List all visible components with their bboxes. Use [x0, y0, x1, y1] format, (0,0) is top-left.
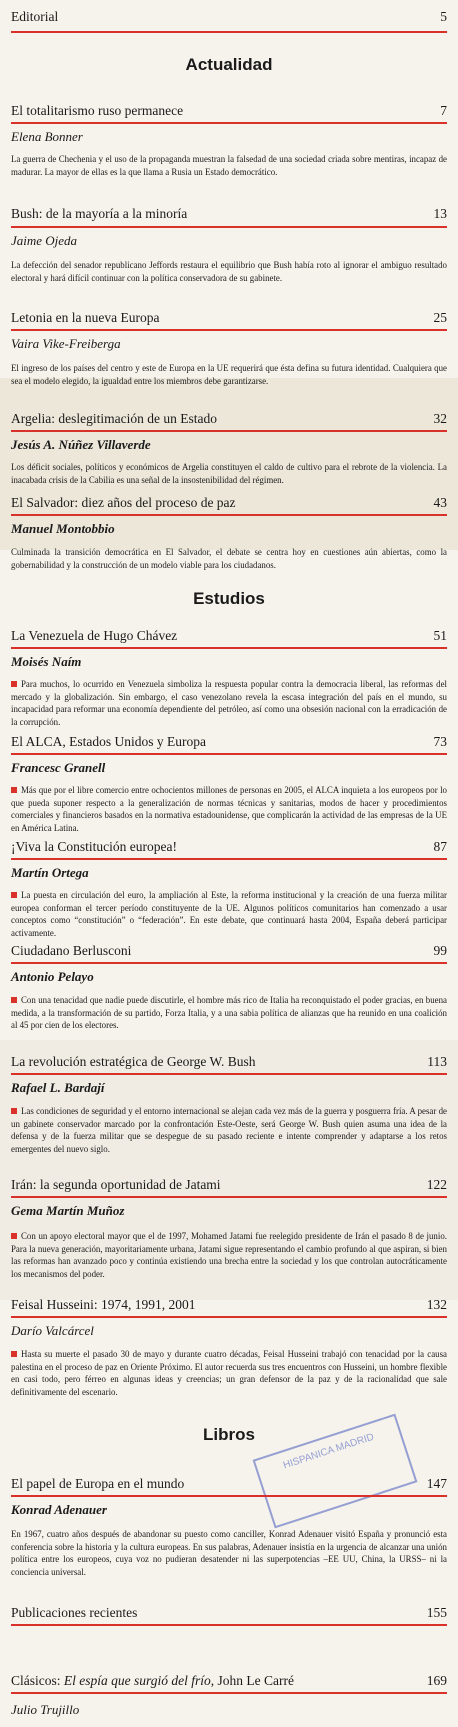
entry-summary: En 1967, cuatro años después de abandonar su puesto como canciller, Konrad Adenauer visitó España y pronunció esta conferencia sobre la historia y la cultura europeas. En sus palabras, Adenauer insistía en la urgencia de alcanzar una unión política entre los europeos, cuya voz no pudieran desatender ni las superpotencias –EE UU, China, la URSS– ni la conciencia universal.: [11, 1529, 447, 1577]
entry-page: 5: [440, 9, 447, 24]
entry-title: La revolución estratégica de George W. Bush: [11, 1054, 256, 1069]
section-heading-estudios: Estudios: [193, 589, 265, 608]
entry-title: El Salvador: diez años del proceso de paz: [11, 495, 236, 510]
entry-summary: Culminada la transición democrática en El Salvador, el debate se centra hoy en cuestiones aún abiertas, como la gobernabilidad y la construcción de un modelo viable para los ciudadanos.: [11, 547, 447, 570]
entry-author: Martín Ortega: [11, 865, 89, 880]
divider: [11, 226, 447, 228]
divider: [11, 962, 447, 964]
section-heading-libros: Libros: [203, 1425, 255, 1444]
entry-summary-text: Las condiciones de seguridad y el entorno internacional se alejan cada vez más de la guerra y posguerra fría. A pesar de un gabinete conservador marcado por la confrontación Este-Oeste, será George W. Bush quien asuma una idea de la defensa y de la fuerza militar que se despegue de su pasado reciente e intente comprender y adaptarse a los retos emergentes del nuevo siglo.: [11, 1106, 447, 1154]
toc-entry-title-row: [11, 942, 447, 959]
bullet-square: [11, 1233, 17, 1239]
entry-summary-text: Para muchos, lo ocurrido en Venezuela simboliza la respuesta popular contra la democracia liberal, las reformas del mercado y la globalización. Sin embargo, el caso venezolano revela la escasa integración del país en el mundo, su incapacidad para reformar una economía dependiente del petróleo, así como una obsesión nacional con la erradicación de la corrupción.: [11, 679, 447, 727]
library-stamp: HISPANICA MADRID: [253, 1414, 418, 1529]
bullet-square: [11, 892, 17, 898]
entry-title: Argelia: deslegitimación de un Estado: [11, 411, 217, 426]
entry-summary: [11, 1348, 447, 1398]
entry-page: 7: [440, 103, 447, 118]
entry-summary-text: La puesta en circulación del euro, la ampliación al Este, la reforma institucional y la creación de una fuerza militar europea conforman el tercer período constituyente de la UE. Algunos políticos comunitarios han comenzado a usar conceptos como “constitución” o “federación”. En este debate, que continuará hasta 2004, España deberá participar activamente.: [11, 890, 447, 938]
toc-entry-title-row: [11, 838, 447, 855]
entry-summary: El ingreso de los países del centro y este de Europa en la UE requerirá que ésta defina su futura identidad. Cualquiera que sea el modelo elegido, la igualdad entre los miembros debe garantizarse.: [11, 363, 447, 386]
divider: [11, 329, 447, 331]
entry-page: 25: [433, 310, 447, 325]
entry-page: 51: [433, 628, 447, 643]
toc-entry-editorial: [11, 8, 447, 25]
entry-author: Darío Valcárcel: [11, 1323, 94, 1338]
entry-author: Rafael L. Bardají: [11, 1080, 105, 1095]
toc-entry-title-row: [11, 1053, 447, 1070]
entry-page: 132: [426, 1297, 447, 1312]
divider: [11, 1196, 447, 1198]
toc-entry-title-row: [11, 627, 447, 644]
entry-page: 155: [426, 1605, 447, 1620]
entry-author: Elena Bonner: [11, 129, 83, 144]
divider: [11, 647, 447, 649]
toc-entry-publicaciones: [11, 1604, 447, 1621]
entry-page: 169: [426, 1673, 447, 1688]
divider: [11, 430, 447, 432]
toc-entry-title-row: [11, 733, 447, 750]
toc-entry-title-row: [11, 1475, 447, 1492]
entry-summary: [11, 784, 447, 834]
toc-entry-title-row: [11, 494, 447, 511]
divider: [11, 1692, 447, 1694]
entry-summary: [11, 994, 447, 1032]
entry-page: 32: [433, 411, 447, 426]
toc-entry-title-row: [11, 309, 447, 326]
entry-page: 99: [433, 943, 447, 958]
entry-summary-text: Hasta su muerte el pasado 30 de mayo y durante cuatro décadas, Feisal Husseini trabajó con tenacidad por la causa palestina en el proceso de paz en Oriente Próximo. El autor recuerda sus tres encuentros con Husseini, un hombre flexible en casi todo, pero férreo en algunas ideas y creencias; un gran defensor de la paz y de la racionalidad que sale definitivamente del escenario.: [11, 1349, 447, 1397]
entry-title: El ALCA, Estados Unidos y Europa: [11, 734, 206, 749]
divider: [11, 1495, 447, 1497]
toc-entry-title-row: [11, 1176, 447, 1193]
entry-title: Letonia en la nueva Europa: [11, 310, 160, 325]
entry-page: 73: [433, 734, 447, 749]
entry-summary: [11, 1230, 447, 1280]
entry-author: Moisés Naím: [11, 654, 82, 669]
bullet-square: [11, 681, 17, 687]
entry-page: 87: [433, 839, 447, 854]
toc-entry-title-row: [11, 205, 447, 222]
entry-page: 43: [433, 495, 447, 510]
entry-title: El totalitarismo ruso permanece: [11, 103, 184, 118]
bullet-square: [11, 1351, 17, 1357]
divider: [11, 514, 447, 516]
entry-title: ¡Viva la Constitución europea!: [11, 839, 178, 854]
entry-title: Editorial: [11, 9, 59, 24]
entry-author: Antonio Pelayo: [11, 969, 94, 984]
entry-page: 147: [426, 1476, 447, 1491]
entry-page: 122: [426, 1177, 447, 1192]
divider: [11, 858, 447, 860]
entry-title: La Venezuela de Hugo Chávez: [11, 628, 178, 643]
entry-summary-text: Más que por el libre comercio entre ochocientos millones de personas en 2005, el ALCA inquieta a los europeos por lo que pueda suponer respecto a la generalización de normas técnicas y sanitarias, modos de hacer y procedimientos comerciales y financieros basados en la normativa estadounidense, que complicarán la actividad de las empresas de la UE en América Latina.: [11, 785, 447, 833]
entry-author: Vaira Vike-Freiberga: [11, 336, 121, 351]
divider: [11, 753, 447, 755]
entry-author: Jaime Ojeda: [11, 233, 78, 248]
entry-title: Clásicos: El espía que surgió del frío, John Le Carré: [11, 1673, 294, 1688]
entry-title: Publicaciones recientes: [11, 1605, 138, 1620]
entry-author: Francesc Granell: [11, 760, 106, 775]
toc-entry-clasicos: [11, 1672, 447, 1689]
entry-title: Ciudadano Berlusconi: [11, 943, 132, 958]
entry-summary: Los déficit sociales, políticos y económicos de Argelia constituyen el caldo de cultivo para el rebrote de la violencia. La inacabada crisis de la Cabilia es una señal de la insostenibilidad del régimen.: [11, 462, 447, 485]
entry-summary: [11, 1105, 447, 1155]
entry-title: Feisal Husseini: 1974, 1991, 2001: [11, 1297, 196, 1312]
entry-author: Konrad Adenauer: [11, 1502, 107, 1517]
toc-entry-title-row: [11, 410, 447, 427]
entry-author: Manuel Montobbio: [11, 521, 115, 536]
section-heading-actualidad: Actualidad: [185, 55, 273, 74]
entry-summary: La defección del senador republicano Jeffords restaura el equilibrio que Bush había roto al ignorar el ambiguo resultado electoral y hará difícil continuar con la política conservadora de su gabinete.: [11, 260, 447, 283]
divider: [11, 122, 447, 124]
entry-summary-text: Con un apoyo electoral mayor que el de 1997, Mohamed Jatami fue reelegido presidente de Irán el pasado 8 de junio. Para la nueva generación, mayoritariamente urbana, Jatami sigue representando el cambio profundo al que aspiran, si bien las reformas han avanzado poco y continúa existiendo una brecha entre la sociedad y los que controlan autocráticamente los mecanismos del poder.: [11, 1231, 447, 1279]
toc-entry-title-row: [11, 102, 447, 119]
divider: [11, 1316, 447, 1318]
divider: [11, 1624, 447, 1626]
bullet-square: [11, 1108, 17, 1114]
entry-title: El papel de Europa en el mundo: [11, 1476, 185, 1491]
entry-summary: [11, 678, 447, 728]
toc-entry-title-row: [11, 1296, 447, 1313]
entry-summary-text: Con una tenacidad que nadie puede discutirle, el hombre más rico de Italia ha reconquistado el poder gracias, en buena medida, a la transformación de su partido, Forza Italia, y a una sabia política de alianzas que ha reunido en una coalición al 45 por cien de los electores.: [11, 995, 447, 1031]
entry-page: 113: [427, 1054, 447, 1069]
entry-author: Gema Martín Muñoz: [11, 1203, 125, 1218]
entry-summary: [11, 889, 447, 939]
divider: [11, 1073, 447, 1075]
bullet-square: [11, 997, 17, 1003]
entry-summary: La guerra de Chechenia y el uso de la propaganda muestran la falsedad de una sociedad criada sobre mentiras, incapaz de madurar. La mayor de ellas es la que llama a Rusia un Estado democrático.: [11, 154, 447, 177]
entry-author: Julio Trujillo: [11, 1702, 80, 1717]
bullet-square: [11, 787, 17, 793]
divider: [11, 31, 447, 33]
entry-page: 13: [433, 206, 447, 221]
entry-title: Irán: la segunda oportunidad de Jatami: [11, 1177, 221, 1192]
entry-author: Jesús A. Núñez Villaverde: [11, 437, 151, 452]
entry-title: Bush: de la mayoría a la minoría: [11, 206, 188, 221]
